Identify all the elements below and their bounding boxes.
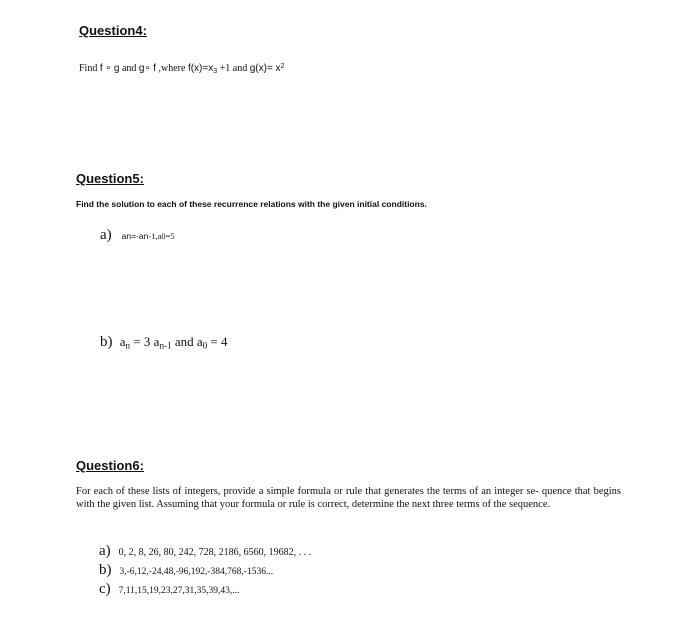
q4-where: ,where xyxy=(156,63,188,75)
q4-compose-symbol: ∘ xyxy=(105,63,112,75)
question5-item-a xyxy=(100,226,175,244)
q6-b-text: 3,-6,12,-24,48,-96,192,-384,768,-1536... xyxy=(119,567,274,577)
q4-exponent-2: 2 xyxy=(280,63,285,70)
q5-a-label: a) xyxy=(100,227,112,243)
q5-a-rest: 1,a0=5 xyxy=(151,231,175,241)
q5-b-n1: n-1 xyxy=(159,340,172,351)
q4-find: Find xyxy=(79,63,100,75)
question6-item-a xyxy=(99,542,311,560)
q6-a-label: a) xyxy=(99,543,111,559)
q4-and: and xyxy=(119,63,139,75)
q6-c-label: c) xyxy=(99,581,111,597)
question6-item-c xyxy=(99,580,239,598)
q5-b-a: a xyxy=(119,334,126,349)
question4-text xyxy=(79,63,284,75)
q5-a-an: an=-an- xyxy=(121,231,152,241)
q6-b-label: b) xyxy=(99,562,112,578)
q4-plus-one: +1 and xyxy=(217,63,250,75)
q5-b-0: 0 xyxy=(202,340,208,351)
q4-g: g xyxy=(113,63,120,75)
q6-a-text: 0, 2, 8, 26, 80, 242, 728, 2186, 6560, 19682, . . . xyxy=(118,547,312,558)
q5-b-eq: = 3 a xyxy=(130,334,160,349)
question6-item-b xyxy=(99,561,273,579)
q4-g2: g xyxy=(138,63,145,75)
question5-heading: Question5: xyxy=(76,171,144,186)
q4-compose-symbol-2: ∘ xyxy=(144,63,151,75)
q4-exponent-3: 3 xyxy=(213,67,218,75)
q5-b-n: n xyxy=(125,340,131,351)
question6-paragraph: For each of these lists of integers, provide a simple formula or rule that generates the terms of an integer se- quence that begins with the given list. Assuming that your formula or rule is correct, determine the next three terms of the sequence. xyxy=(76,486,621,510)
question6-heading: Question6: xyxy=(76,458,144,473)
question4-heading: Question4: xyxy=(79,23,147,38)
question5-instruction: Find the solution to each of these recurrence relations with the given initial conditions. xyxy=(76,199,427,209)
q6-c-text: 7,11,15,19,23,27,31,35,39,43,... xyxy=(118,586,240,596)
q4-f2: f xyxy=(153,63,157,75)
question5-item-b xyxy=(100,334,228,351)
q5-b-label: b) xyxy=(100,334,113,350)
q4-gx: g(x)= x xyxy=(249,63,281,75)
q4-f: f xyxy=(99,63,103,75)
q5-b-and: and a xyxy=(171,334,203,349)
q4-fx: f(x)=x xyxy=(187,63,214,75)
q5-b-val: = 4 xyxy=(207,334,228,349)
